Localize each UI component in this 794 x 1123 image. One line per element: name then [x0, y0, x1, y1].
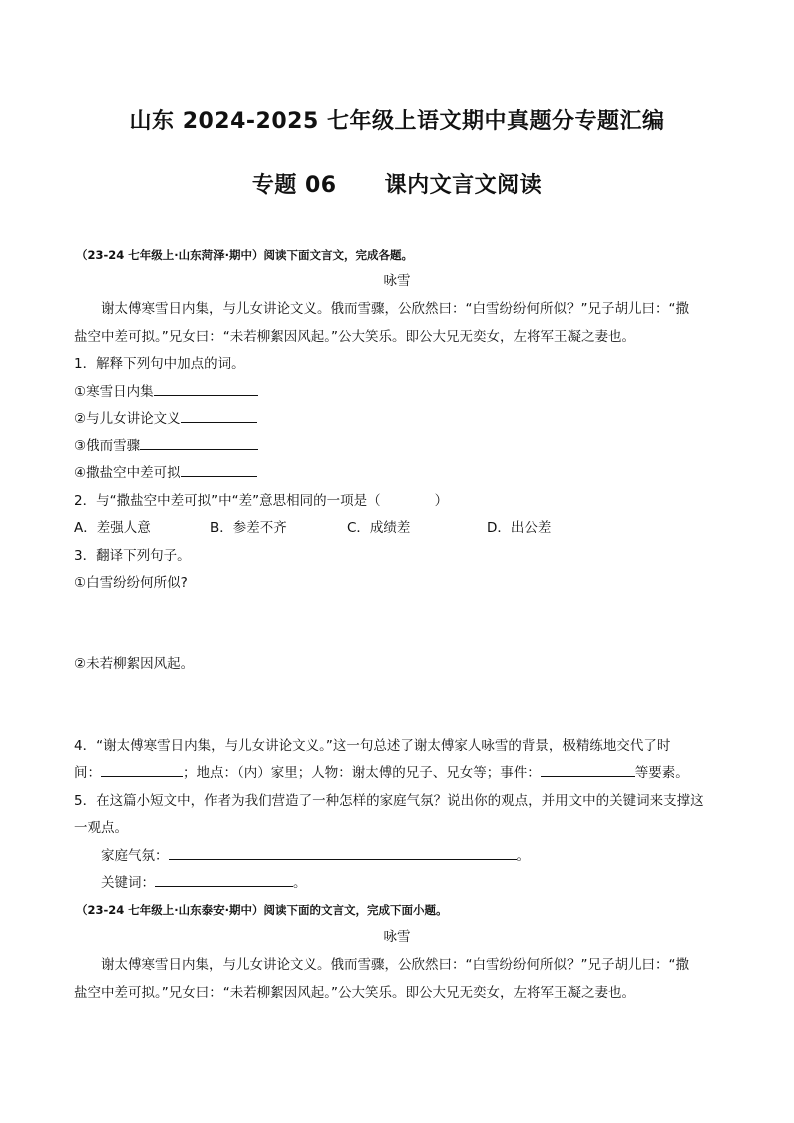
section1-passage-title: 咏雪: [383, 273, 411, 289]
question-1-item: ③俄而雪骤: [74, 433, 258, 459]
question-2-option-b[interactable]: B．参差不齐: [210, 520, 287, 536]
section1-source: （23-24 七年级上·山东菏泽·期中）阅读下面文言文，完成各题。: [76, 248, 414, 262]
question-3-item: ①白雪纷纷何所似?: [74, 575, 188, 591]
section2-passage-title: 咏雪: [383, 929, 411, 945]
document-title: 山东 2024-2025 七年级上语文期中真题分专题汇编: [129, 109, 665, 134]
question-1-item: ②与儿女讲论文义: [74, 406, 257, 432]
answer-blank[interactable]: [181, 408, 257, 423]
question-2-stem: 2．与“撒盐空中差可拟”中“差”意思相同的一项是（ ）: [74, 493, 449, 509]
question-2-option-d[interactable]: D．出公差: [487, 520, 552, 536]
question-1-stem: 1．解释下列句中加点的词。: [74, 356, 245, 372]
answer-blank[interactable]: [541, 762, 635, 777]
question-3-item: ②未若柳絮因风起。: [74, 656, 195, 672]
question-5-line: 5．在这篇小短文中，作者为我们营造了一种怎样的家庭气氛？说出你的观点，并用文中的关键词来支撑这: [74, 793, 704, 809]
answer-blank[interactable]: [101, 762, 183, 777]
answer-blank[interactable]: [169, 845, 517, 860]
answer-blank[interactable]: [154, 381, 258, 396]
question-4-line: 间： ；地点：（内）家里；人物：谢太傅的兄子、兄女等；事件： 等要素。: [74, 760, 689, 786]
answer-blank[interactable]: [140, 435, 258, 450]
question-5-keywords: 关键词： 。: [101, 870, 307, 896]
question-1-item: ①寒雪日内集: [74, 379, 258, 405]
answer-blank[interactable]: [155, 872, 293, 887]
question-2-option-a[interactable]: A．差强人意: [74, 520, 151, 536]
topic-number: 专题 06: [251, 173, 337, 198]
topic-name: 课内文言文阅读: [384, 173, 543, 198]
question-5-atmosphere: 家庭气氛： 。: [101, 843, 530, 869]
question-1-item: ④撒盐空中差可拟: [74, 460, 257, 486]
section1-passage-line: 谢太傅寒雪日内集，与儿女讲论文义。俄而雪骤，公欣然曰：“白雪纷纷何所似？”兄子胡儿曰：“撒: [101, 301, 689, 317]
question-2-option-c[interactable]: C．成绩差: [347, 520, 411, 536]
section2-passage-line: 盐空中差可拟。”兄女曰：“未若柳絮因风起。”公大笑乐。即公大兄无奕女，左将军王凝之妻也。: [74, 985, 635, 1001]
section2-source: （23-24 七年级上·山东泰安·期中）阅读下面的文言文，完成下面小题。: [76, 903, 448, 917]
question-4-line: 4．“谢太傅寒雪日内集，与儿女讲论文义。”这一句总述了谢太傅家人咏雪的背景，极精练地交代了时: [74, 738, 671, 754]
section1-passage-line: 盐空中差可拟。”兄女曰：“未若柳絮因风起。”公大笑乐。即公大兄无奕女，左将军王凝之妻也。: [74, 329, 635, 345]
question-5-line: 一观点。: [74, 820, 128, 836]
section2-passage-line: 谢太傅寒雪日内集，与儿女讲论文义。俄而雪骤，公欣然曰：“白雪纷纷何所似？”兄子胡儿曰：“撒: [101, 957, 689, 973]
answer-blank[interactable]: [181, 462, 257, 477]
question-3-stem: 3．翻译下列句子。: [74, 548, 191, 564]
topic-heading: [0, 168, 794, 199]
